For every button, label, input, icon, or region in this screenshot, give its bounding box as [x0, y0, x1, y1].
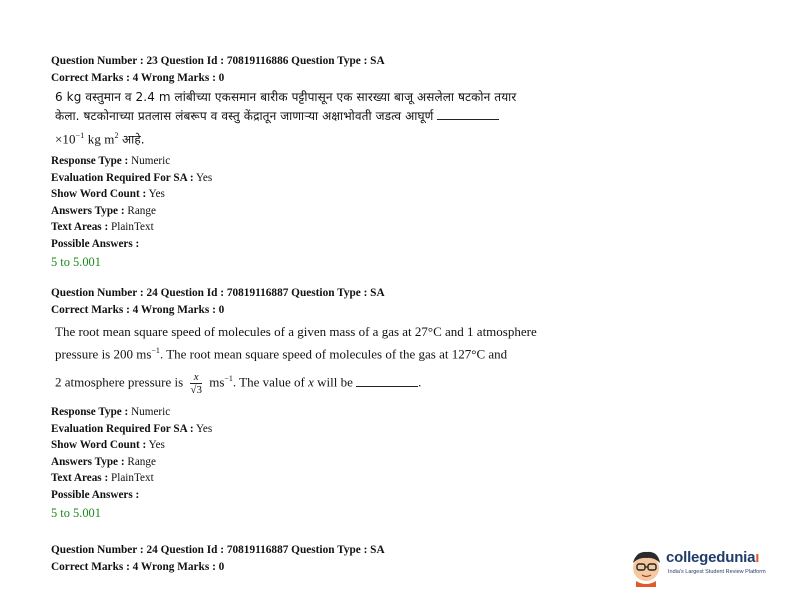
question-24-block	[51, 285, 591, 522]
field-label: Response Type :	[51, 155, 129, 168]
field-value: Numeric	[131, 406, 171, 419]
question-marks: Correct Marks : 4 Wrong Marks : 0	[51, 71, 225, 84]
question-text-span: 2 atmosphere pressure is	[55, 374, 184, 390]
question-header: Question Number : 23 Question Id : 70819116886 Question Type : SA	[51, 55, 385, 67]
mascot-icon	[628, 547, 666, 587]
field-label: Text Areas :	[51, 221, 109, 234]
field-value: Range	[127, 455, 156, 468]
field-label: Possible Answers :	[51, 237, 140, 250]
field-label: Show Word Count :	[51, 188, 147, 201]
question-text	[55, 322, 591, 396]
question-text-span: ×10	[55, 131, 76, 147]
field-answers-type	[51, 203, 591, 220]
logo-accent-mark: ı	[755, 549, 760, 566]
question-text-line: 2 atmosphere pressure is $\frac{x}{√3}$ $ms^{-1}$. The value of x will be .	[55, 371, 422, 397]
field-value: Yes	[148, 188, 165, 201]
question-text-line	[55, 107, 591, 126]
question-text-span: pressure is 200 ms	[55, 346, 152, 362]
field-text-areas	[51, 470, 591, 487]
exponent: −1	[224, 374, 233, 384]
question-text	[55, 88, 591, 149]
field-label: Show Word Count :	[51, 439, 147, 452]
field-label: Answers Type :	[51, 455, 125, 468]
field-possible-answers	[51, 487, 591, 504]
field-label: Answers Type :	[51, 204, 125, 217]
variable: x	[308, 374, 314, 390]
field-value: Yes	[195, 422, 213, 435]
possible-answer-value: 5 to 5.001	[51, 506, 101, 521]
question-text-line	[55, 341, 591, 363]
field-label: Evaluation Required For SA :	[51, 171, 194, 184]
unit-text: kg m	[87, 131, 115, 147]
exponent: −1	[75, 131, 85, 140]
field-text-areas	[51, 219, 591, 236]
field-response-type	[51, 153, 591, 170]
logo-wordmark	[666, 549, 759, 566]
logo-tagline: India's Largest Student Review Platform	[668, 569, 766, 575]
question-text-line	[55, 126, 591, 149]
fraction-denominator: √3	[190, 384, 202, 397]
field-label: Evaluation Required For SA :	[51, 422, 194, 435]
field-label: Response Type :	[51, 406, 129, 419]
question-24-repeat-block	[51, 542, 591, 575]
question-marks: Correct Marks : 4 Wrong Marks : 0	[51, 303, 225, 316]
field-evaluation-required	[51, 170, 591, 187]
exponent: 2	[114, 131, 119, 140]
question-23-block	[51, 53, 591, 271]
question-text-span: . The value of	[232, 374, 305, 390]
field-value: Numeric	[131, 155, 171, 168]
field-value: Yes	[195, 171, 213, 184]
exponent: −1	[151, 346, 160, 355]
question-header: Question Number : 24 Question Id : 70819116887 Question Type : SA	[51, 544, 385, 556]
answer-blank	[437, 109, 499, 120]
question-text-span: केला. षटकोनाच्या प्रतलास लंबरूप व वस्तु केंद्रातून जाणाऱ्या अक्षाभोवती जडत्व आघूर्ण	[55, 109, 434, 123]
field-label: Text Areas :	[51, 472, 109, 485]
possible-answer-value: 5 to 5.001	[51, 255, 101, 270]
field-value: Yes	[148, 439, 165, 452]
field-label: Possible Answers :	[51, 488, 140, 501]
fraction	[190, 371, 202, 396]
collegedunia-logo	[628, 547, 768, 587]
fraction-numerator: x	[190, 371, 202, 384]
field-possible-answers	[51, 236, 591, 253]
field-value: PlainText	[110, 472, 154, 485]
question-fields	[51, 153, 591, 252]
question-text-span: will be	[317, 374, 353, 390]
question-header: Question Number : 24 Question Id : 70819116887 Question Type : SA	[51, 287, 385, 299]
field-value: Range	[127, 204, 156, 217]
unit-text: ms	[209, 374, 225, 390]
field-response-type	[51, 404, 591, 421]
question-fields	[51, 404, 591, 503]
question-text-line: 6 kg वस्तुमान व 2.4 m लांबीच्या एकसमान बारीक पट्टीपासून एक सारख्या बाजू असलेला षटकोन तयार	[55, 90, 517, 104]
field-show-word-count	[51, 437, 591, 454]
field-show-word-count	[51, 186, 591, 203]
question-marks: Correct Marks : 4 Wrong Marks : 0	[51, 560, 225, 573]
question-text-span: . The root mean square speed of molecules of the gas at 127°C and	[159, 346, 508, 362]
field-answers-type	[51, 454, 591, 471]
question-text-span: आहे.	[121, 132, 145, 147]
answer-blank	[356, 376, 418, 387]
field-evaluation-required	[51, 421, 591, 438]
logo-name: collegedunia	[666, 549, 756, 566]
field-value: PlainText	[110, 221, 154, 234]
question-text-line: The root mean square speed of molecules of a given mass of a gas at 27°C and 1 atmosphere	[55, 324, 537, 339]
